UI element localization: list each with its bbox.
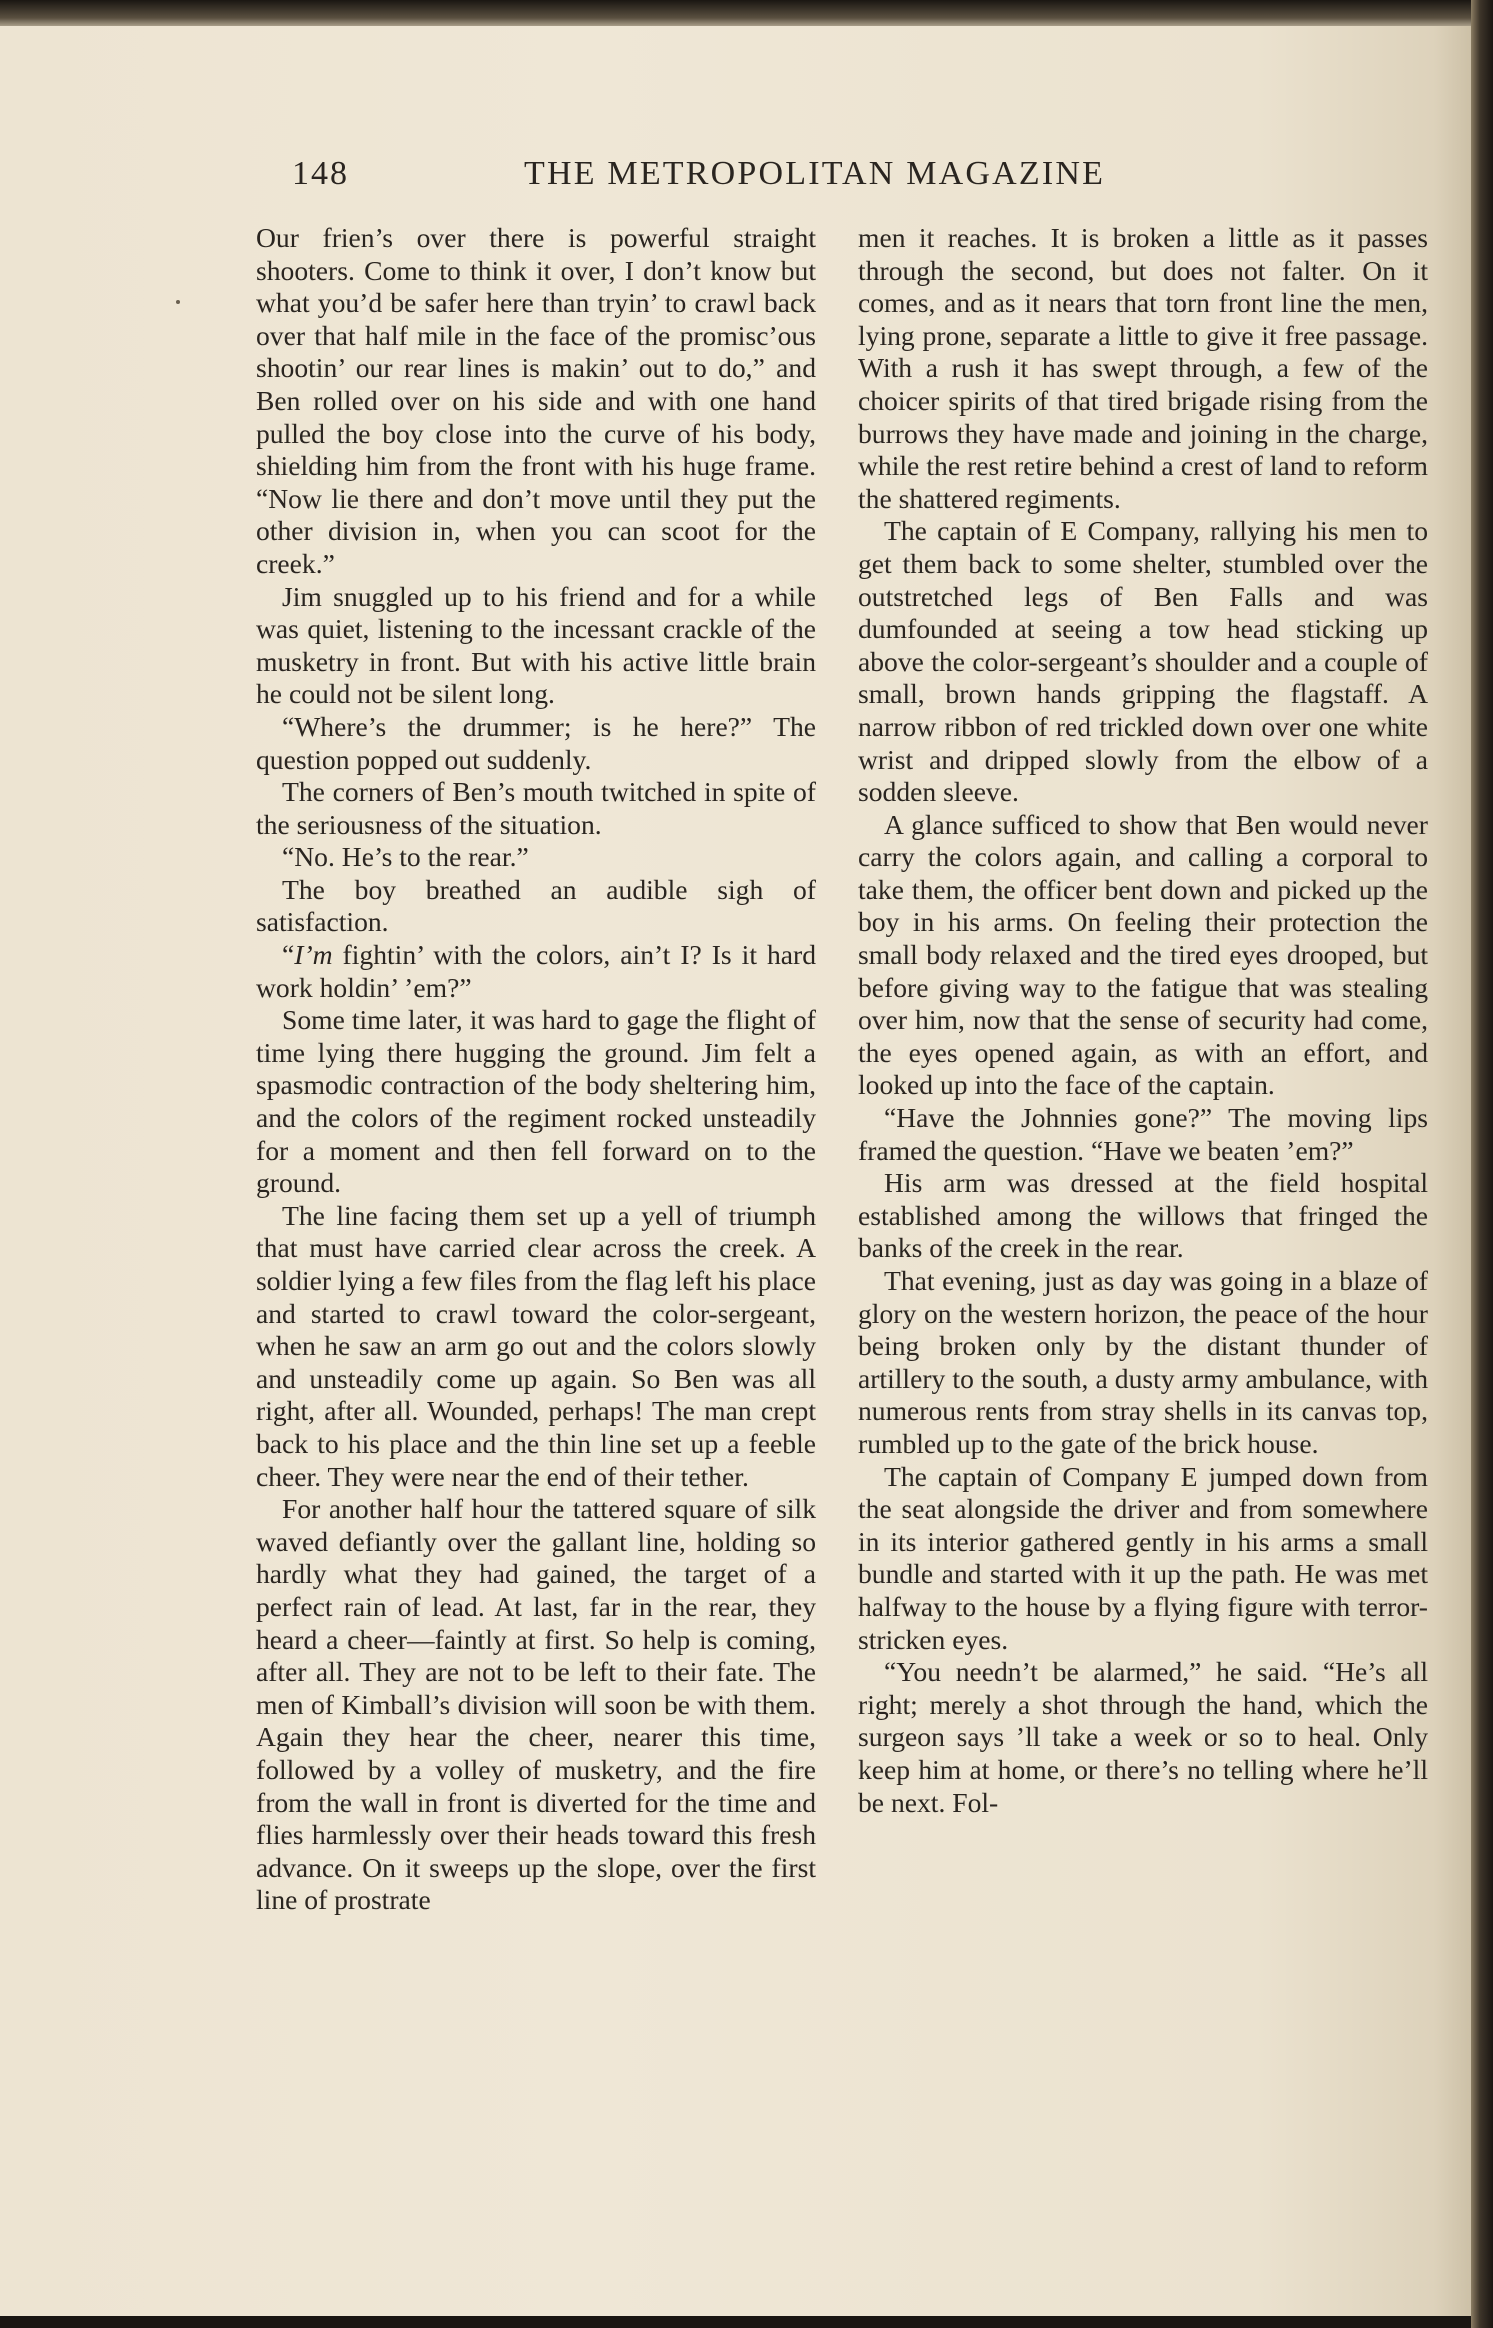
magazine-title: THE METROPOLITAN MAGAZINE xyxy=(524,155,1106,192)
running-header xyxy=(292,155,1410,203)
paragraph: “Where’s the drummer; is he here?” The question popped out suddenly. xyxy=(256,710,816,775)
paragraph xyxy=(256,939,816,1004)
paragraph: The captain of Company E jumped down from the seat alongside the driver and from somewhere in its interior gathered gently in his arms a small bundle and started with it up the path. He was met halfway to the house by a flying figure with terror-stricken eyes. xyxy=(858,1460,1428,1655)
paragraph-text: fightin’ with the colors, ain’t I? Is it hard work holdin’ ’em?” xyxy=(256,939,816,1003)
paragraph: Our frien’s over there is powerful straight shooters. Come to think it over, I don’t know but what you’d be safer here than tryin’ to crawl back over that half mile in the face of the promisc’ous shootin’ our rear lines is makin’ out to do,” and Ben rolled over on his side and with one hand pulled the boy close into the curve of his body, shielding him from the front with his huge frame. “Now lie there and don’t move until they put the other division in, when you can scoot for the creek.” xyxy=(256,222,816,579)
page-number: 148 xyxy=(292,155,349,192)
emphasis-text: I’m xyxy=(294,939,333,971)
paragraph: The captain of E Company, rallying his men to get them back to some shelter, stumbled over the outstretched legs of Ben Falls and was dumfounded at seeing a tow head sticking up above the color-sergeant’s shoulder and a couple of small, brown hands gripping the flagstaff. A narrow ribbon of red trickled down over one white wrist and dripped slowly from the elbow of a sodden sleeve. xyxy=(858,515,1428,808)
ink-speck xyxy=(176,300,180,304)
paragraph: The corners of Ben’s mouth twitched in spite of the seriousness of the situation. xyxy=(256,776,816,840)
paragraph: “No. He’s to the rear.” xyxy=(282,841,529,873)
paragraph: The line facing them set up a yell of triumph that must have carried clear across the creek. A soldier lying a few files from the flag left his place and started to crawl toward the color-sergeant, when he saw an arm go out and the colors slowly and unsteadily come up again. So Ben was all right, after all. Wounded, perhaps! The man crept back to his place and the thin line set up a feeble cheer. They were near the end of their tether. xyxy=(256,1199,816,1492)
paragraph: “You needn’t be alarmed,” he said. “He’s all right; merely a shot through the hand, which the surgeon says ’ll take a week or so to heal. Only keep him at home, or there’s no telling where he’ll be next. Fol- xyxy=(858,1656,1428,1818)
paragraph: For another half hour the tattered square of silk waved defiantly over the gallant line, holding so hardly what they had gained, the target of a perfect rain of lead. At last, far in the rear, they heard a cheer—faintly at first. So help is coming, after all. They are not to be left to their fate. The men of Kimball’s division will soon be with them. Again they hear the cheer, nearer this time, followed by a volley of musketry, and the fire from the wall in front is diverted for the time and flies harmlessly over their heads toward this fresh advance. On it sweeps up the slope, over the first line of prostrate xyxy=(256,1493,816,1916)
paragraph: That evening, just as day was going in a blaze of glory on the western horizon, the peace of the hour being broken only by the distant thunder of artillery to the south, a dusty army ambulance, with numerous rents from stray shells in its canvas top, rumbled up to the gate of the brick house. xyxy=(858,1265,1428,1459)
quote-open: “ xyxy=(282,939,295,971)
page-binding-edge xyxy=(1471,0,1493,2328)
paragraph: Jim snuggled up to his friend and for a while was quiet, listening to the incessant crackle of the musketry in front. But with his active little brain he could not be silent long. xyxy=(256,580,816,710)
left-column xyxy=(256,222,816,1917)
paragraph: The boy breathed an audible sigh of satisfaction. xyxy=(256,873,816,938)
paragraph: Some time later, it was hard to gage the flight of time lying there hugging the ground. Jim felt a spasmodic contraction of the body sheltering him, and the colors of the regiment rocked unsteadily for a moment and then fell forward on to the ground. xyxy=(256,1004,816,1199)
paragraph: A glance sufficed to show that Ben would never carry the colors again, and calling a corporal to take them, the officer bent down and picked up the boy in his arms. On feeling their protection the small body relaxed and the tired eyes drooped, but before giving way to the fatigue that was stealing over him, now that the sense of security had come, the eyes opened again, as with an effort, and looked up into the face of the captain. xyxy=(858,808,1428,1101)
paragraph: His arm was dressed at the field hospital established among the willows that fringed the banks of the creek in the rear. xyxy=(858,1167,1428,1264)
paragraph: men it reaches. It is broken a little as it passes through the second, but does not falter. On it comes, and as it nears that torn front line the men, lying prone, separate a little to give it free passage. With a rush it has swept through, a few of the choicer spirits of that tired brigade rising from the burrows they have made and joining in the charge, while the rest retire behind a crest of land to reform the shattered regiments. xyxy=(858,222,1428,514)
right-column xyxy=(858,222,1428,1819)
paragraph: “Have the Johnnies gone?” The moving lips framed the question. “Have we beaten ’em?” xyxy=(858,1102,1428,1166)
